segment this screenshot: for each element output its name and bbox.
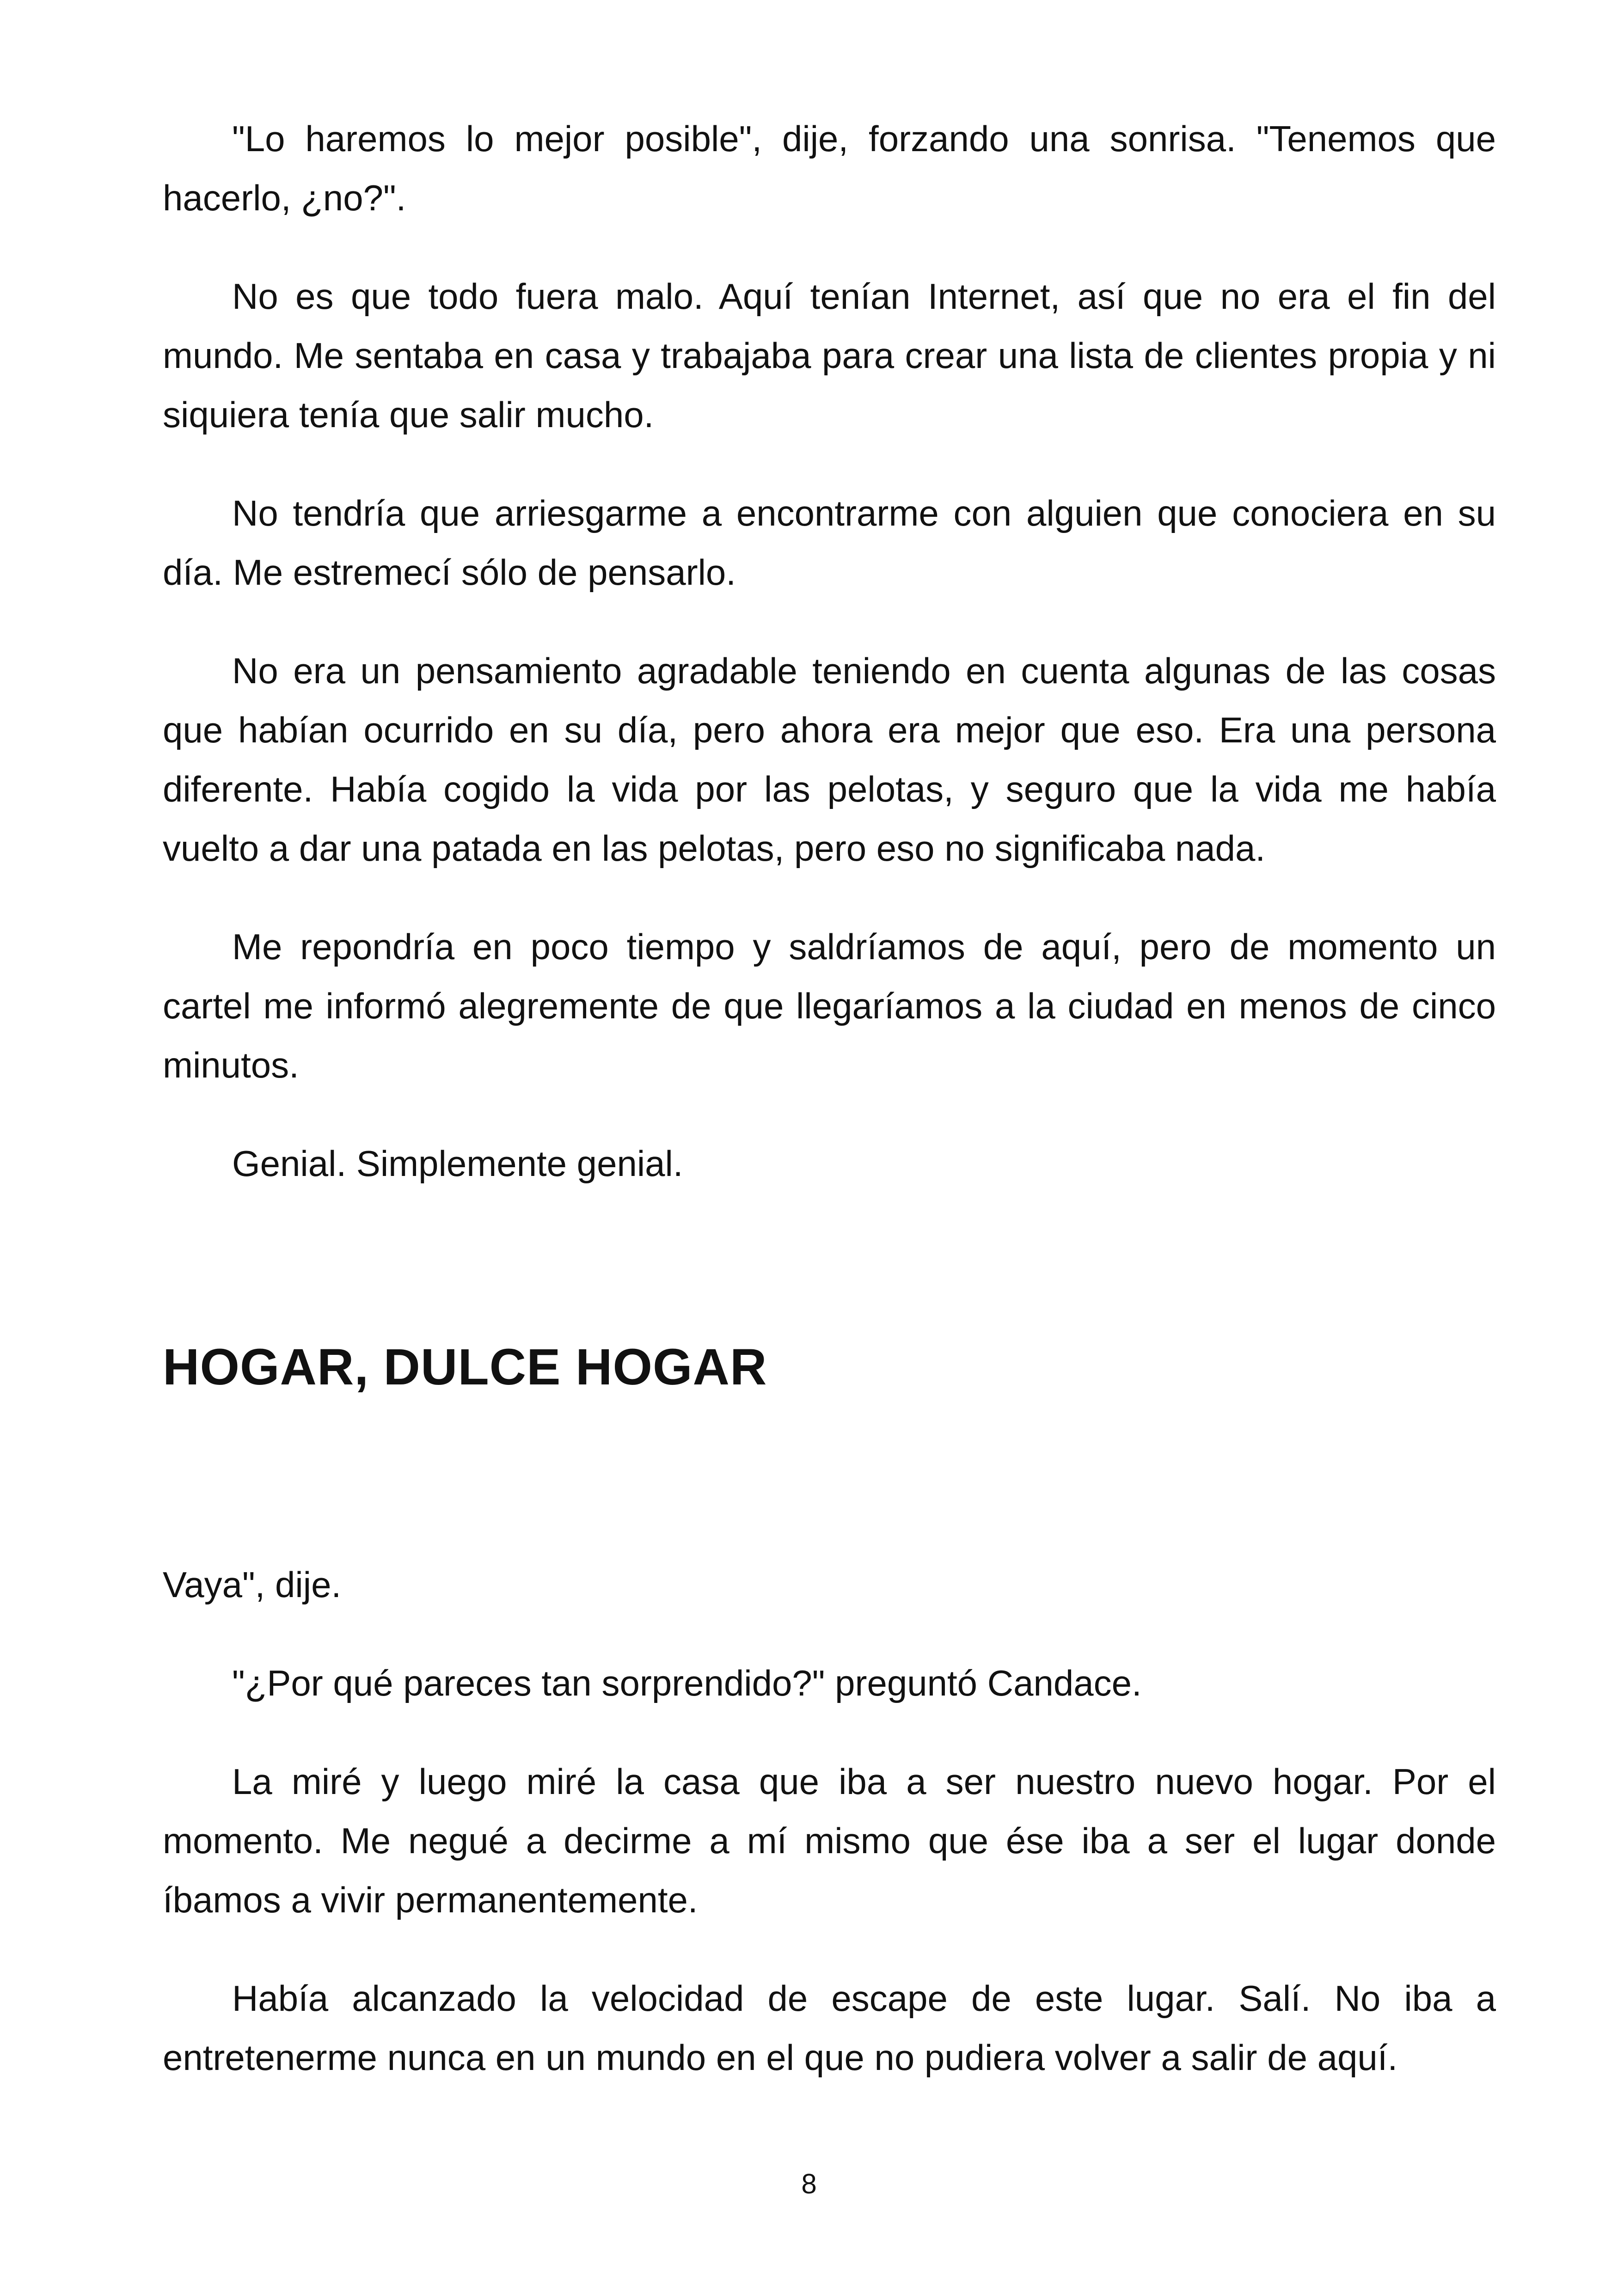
body-text-after-heading xyxy=(163,1555,1496,2087)
body-text-before-heading xyxy=(163,109,1496,1193)
chapter-heading: HOGAR, DULCE HOGAR xyxy=(163,1339,767,1396)
paragraph: No tendría que arriesgarme a encontrarme con alguien que conociera en su día. Me estremecí sólo de pensarlo. xyxy=(163,493,1496,593)
paragraph: "¿Por qué pareces tan sorprendido?" preguntó Candace. xyxy=(232,1663,1142,1703)
paragraph: No es que todo fuera malo. Aquí tenían Internet, así que no era el fin del mundo. Me sentaba en casa y trabajaba para crear una lista de clientes propia y ni siquiera tenía que salir mucho. xyxy=(163,276,1496,435)
paragraph: "Lo haremos lo mejor posible", dije, forzando una sonrisa. "Tenemos que hacerlo, ¿no?". xyxy=(163,118,1496,218)
paragraph: Había alcanzado la velocidad de escape de este lugar. Salí. No iba a entretenerme nunca en un mundo en el que no pudiera volver a salir de aquí. xyxy=(163,1978,1496,2078)
paragraph: Genial. Simplemente genial. xyxy=(232,1143,683,1184)
page-number: 8 xyxy=(801,2168,817,2199)
paragraph: No era un pensamiento agradable teniendo en cuenta algunas de las cosas que habían ocurrido en su día, pero ahora era mejor que eso. Era una persona diferente. Había cogido la vida por las pelotas, y seguro que la vida me había vuelto a dar una patada en las pelotas, pero eso no significaba nada. xyxy=(163,650,1496,869)
paragraph: La miré y luego miré la casa que iba a ser nuestro nuevo hogar. Por el momento. Me negué a decirme a mí mismo que ése iba a ser el lugar donde íbamos a vivir permanentemente. xyxy=(163,1761,1496,1920)
paragraph: Vaya", dije. xyxy=(163,1564,342,1605)
paragraph: Me repondría en poco tiempo y saldríamos de aquí, pero de momento un cartel me informó alegremente de que llegaríamos a la ciudad en menos de cinco minutos. xyxy=(163,926,1496,1085)
